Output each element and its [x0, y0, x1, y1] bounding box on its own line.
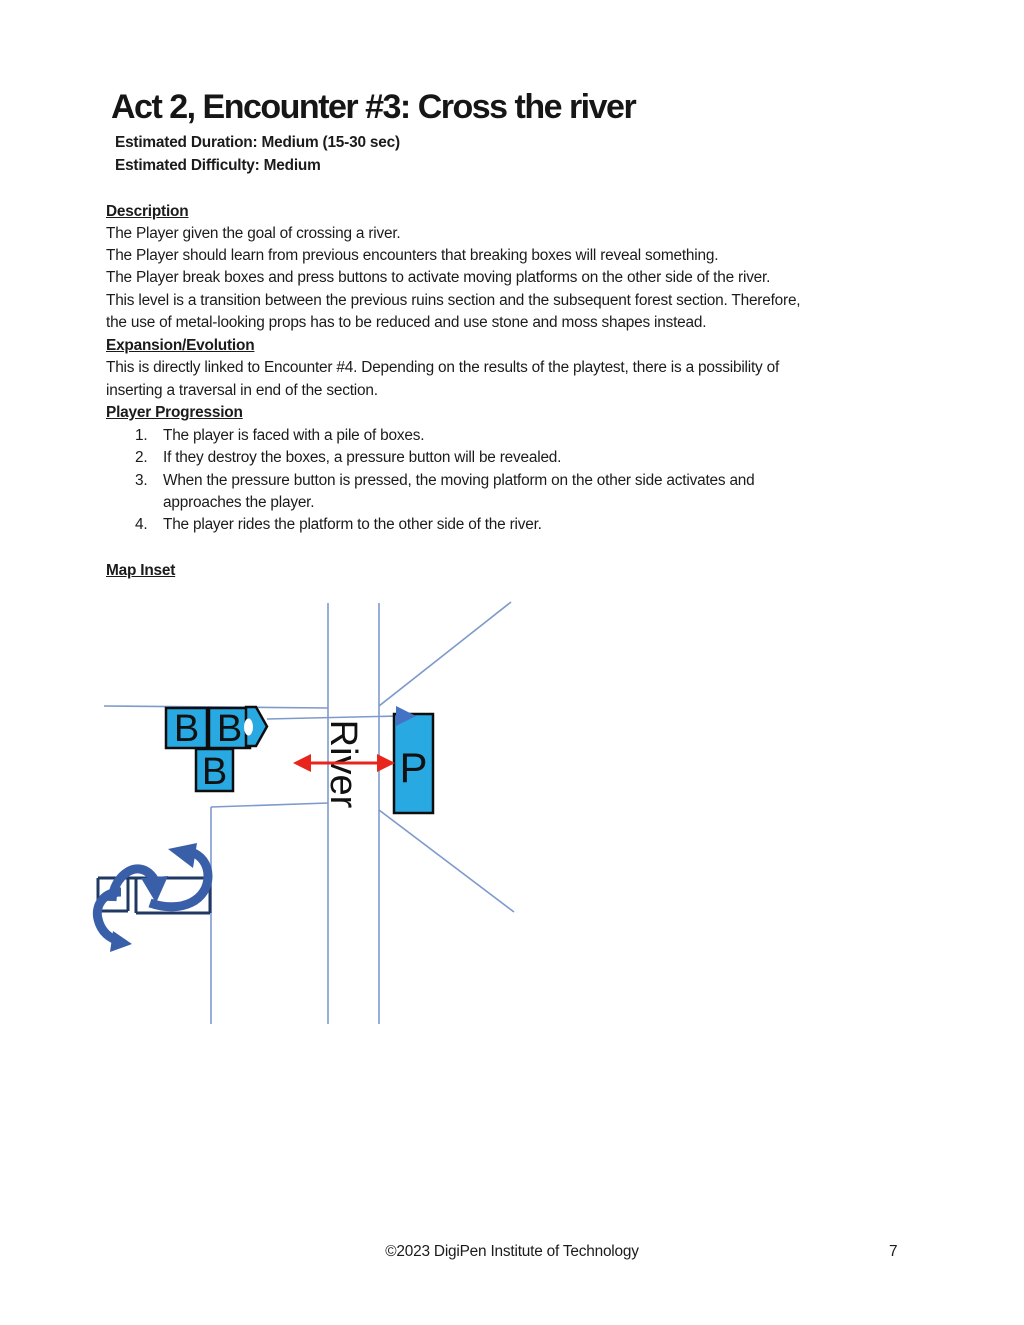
- expansion-line: This is directly linked to Encounter #4. Depending on the results of the playtest, there is a possibility of: [106, 359, 780, 376]
- platform-label: P: [399, 744, 428, 791]
- box-b2-label: B: [216, 708, 243, 750]
- curved-arrow-left-head: [110, 931, 132, 952]
- river-label: River: [322, 719, 364, 809]
- estimated-difficulty: Estimated Difficulty: Medium: [115, 157, 321, 174]
- page-number: 7: [889, 1243, 898, 1260]
- map-inset-heading: Map Inset: [106, 562, 176, 579]
- list-item: The player is faced with a pile of boxes.: [163, 427, 425, 444]
- footer-copyright: ©2023 DigiPen Institute of Technology: [385, 1243, 639, 1260]
- description-line: The Player given the goal of crossing a river.: [106, 225, 401, 242]
- expansion-heading: Expansion/Evolution: [106, 337, 255, 354]
- lower-diagonal-line: [379, 810, 514, 912]
- red-arrow-left-head: [293, 754, 311, 772]
- description-line: The Player should learn from previous encounters that breaking boxes will reveal something.: [106, 247, 719, 264]
- list-item: If they destroy the boxes, a pressure button will be revealed.: [163, 449, 562, 466]
- list-number: 4.: [135, 516, 148, 533]
- box-b3-label: B: [201, 751, 228, 793]
- description-heading: Description: [106, 203, 189, 220]
- curved-arrow-top-head: [141, 876, 168, 903]
- list-item: The player rides the platform to the other side of the river.: [163, 516, 542, 533]
- list-item: When the pressure button is pressed, the moving platform on the other side activates and: [163, 472, 755, 489]
- page-title: Act 2, Encounter #3: Cross the river: [111, 88, 636, 126]
- map-lines: [104, 602, 514, 1024]
- description-line: the use of metal-looking props has to be reduced and use stone and moss shapes instead.: [106, 314, 707, 331]
- list-number: 2.: [135, 449, 148, 466]
- curved-arrow-left: [97, 892, 121, 941]
- list-number: 3.: [135, 472, 148, 489]
- under-boxes-line: [211, 803, 328, 807]
- progression-heading: Player Progression: [106, 404, 243, 421]
- box-b1-label: B: [173, 708, 200, 750]
- list-number: 1.: [135, 427, 148, 444]
- description-line: This level is a transition between the previous ruins section and the subsequent forest section. Therefore,: [106, 292, 801, 309]
- list-item-continued: approaches the player.: [163, 494, 315, 511]
- pointed-box-notch: [244, 719, 253, 736]
- description-line: The Player break boxes and press buttons to activate moving platforms on the other side of the river.: [106, 269, 771, 286]
- upper-diagonal-line: [379, 602, 511, 706]
- red-arrow-right-head: [377, 754, 395, 772]
- curved-arrow-right-head: [168, 843, 197, 868]
- curved-arrowheads: [110, 843, 197, 952]
- estimated-duration: Estimated Duration: Medium (15-30 sec): [115, 134, 400, 151]
- expansion-line: inserting a traversal in end of the section.: [106, 382, 378, 399]
